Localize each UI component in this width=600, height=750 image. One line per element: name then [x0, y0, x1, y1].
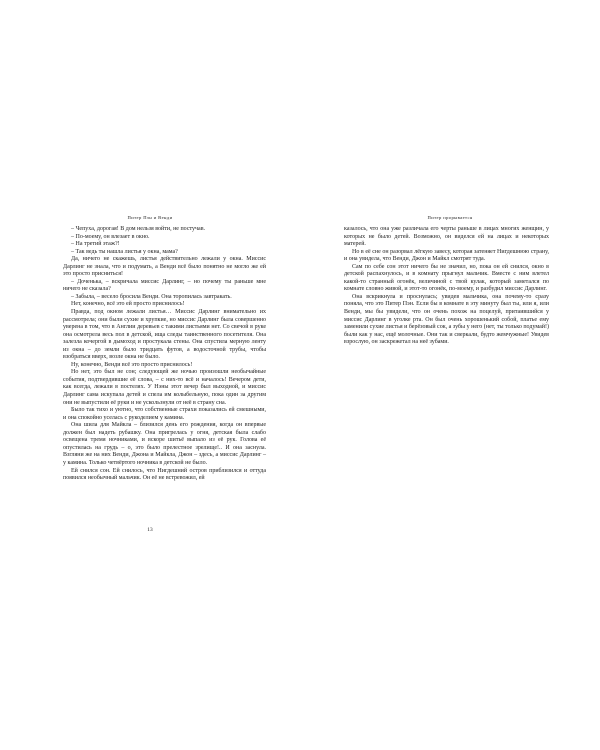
right-running-head: Питер прорывается — [427, 215, 473, 220]
paragraph: Но нет, это был не сон; следующей же ночью произошли необычайные события, подтвердившие её слова, – с них-то всё и началось! Вечером дети, как всегда, лежали в постелях. У Нэны этот вечер был выходной, и миссис Дарлинг сама искупала детей и спела им колыбельную, пока один за другим они не выпустили её руки и не ускользнули от неё в страну сна. — [63, 369, 266, 406]
paragraph: Сам по себе сон этот ничего бы не значил, но, пока он ей снился, окно в детской распахнулось, и в комнату прыгнул мальчик. Вместе с ним влетел какой-то странный огонёк, величиной с твой кулак, который заметался по комнате словно живой, и этот-то огонёк, по-моему, и разбудил миссис Дарлинг. — [344, 263, 549, 293]
left-body-text — [63, 226, 266, 483]
right-body-text — [344, 226, 549, 347]
paragraph: – Забыла, – весело бросила Венди. Она торопилась завтракать. — [71, 293, 232, 300]
paragraph: – Доченька, – вскричала миссис Дарлинг, – но почему ты раньше мне ничего не сказала? — [63, 278, 266, 293]
paragraph: – Чепуха, дорогая! В дом нельзя войти, не постучав. — [71, 226, 206, 232]
paragraph: – Так ведь ты нашла листья у окна, мама? — [71, 248, 178, 255]
paragraph: Ну, конечно, Венди всё это просто приснилось! — [71, 361, 193, 368]
paragraph: Она шила для Майкла – близился день его рождения, когда он впервые должен был надеть рубашку. Она пригрелась у огня, детская была слабо освещена тремя ночниками, и вскоре шитьё выпало из её рук. Голова её опустилась на грудь – о, это было прелестное зрелище!.. И она заснула. Взгляни же на них Венди, Джона и Майкла, Джон – здесь, а миссис Дарлинг – у камина. Только четвёртого ночника в детской не было. — [63, 422, 266, 466]
paragraph: Она вскрикнула и проснулась; увидев мальчика, она почему-то сразу поняла, что это Питер Пэн. Если бы в комнате в эту минуту был ты, или я, или Венди, мы бы увидели, что он очень похож на поцелуй, притаившийся у миссис Дарлинг в уголке рта. Он был очень хорошенький собой, платье ему заменили сухие листья и берёзовый сок, а зубы у него (нет, ты только подумай!) были как у нас, ещё молочные. Они так и сверкали, будто жемчужные! Увидев взрослую, он заскрежетал на неё зубами. — [344, 293, 549, 346]
paragraph: Ей снился сон. Ей снилось, что Нигдешний остров приблизился и оттуда появился необычный мальчик. Он её не встревожил, ей — [63, 467, 266, 482]
paragraph: – По-моему, он влезает в окно. — [71, 233, 150, 240]
paragraph: Да, ничего не скажешь, листья действительно лежали у окна. Миссис Дарлинг не знала, что и подумать, а Венди всё было понятно не могло же ей это просто присниться! — [63, 256, 266, 278]
paragraph: – На третий этаж?! — [71, 241, 120, 248]
page-number: 13 — [147, 527, 153, 533]
paragraph: Было так тихо и уютно, что собственные страхи показались ей смешными, и она спокойно уселась с рукоделием у камина. — [63, 407, 266, 421]
paragraph: Правда, под окном лежали листья… Миссис Дарлинг внимательно их рассмотрела; они были сухие и хрупкие, но миссис Дарлинг была совершенно уверена в том, что в Англии деревьев с такими листьями нет. Со свечой в руке она осмотрела весь пол в детской, ища следы таинственного посетителя. Она залезла кочергой в дымоход и простукала стены. Она спустила мерную ленту из окна – до земли было тридцать футов, а водосточной трубы, чтобы взобраться вверх, возле окна не было. — [63, 309, 266, 361]
paragraph: казалось, что она уже различала его черты раньше в лицах многих женщин, у которых не было детей. Возможно, он виделся ей на лицах и некоторых матерей. — [344, 226, 549, 248]
paragraph: Но в её сне он разорвал лёгкую завесу, которая затеняет Нигдешнюю страну, и она увидела, что Венди, Джон и Майкл смотрят туда. — [344, 248, 549, 263]
right-page — [300, 0, 600, 750]
left-running-head: Питер Пэн и Венди — [127, 215, 173, 220]
paragraph: Нет, конечно, всё это ей просто приснилось! — [71, 301, 185, 308]
